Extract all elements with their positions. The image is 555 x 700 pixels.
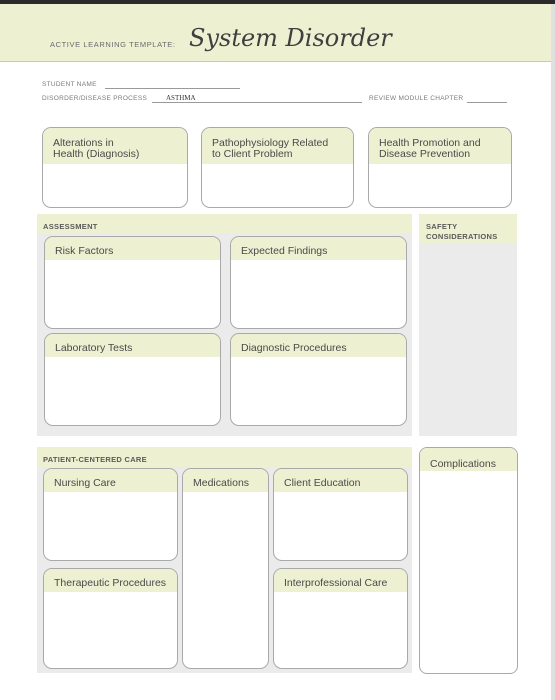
laboratory-tests-box[interactable]: [44, 333, 221, 426]
disorder-value: ASTHMA: [166, 94, 196, 102]
pathophysiology-title: [212, 138, 328, 160]
alterations-title: [53, 138, 139, 160]
safety-panel[interactable]: [419, 214, 517, 436]
student-name-field[interactable]: [105, 88, 240, 89]
risk-factors-box[interactable]: [44, 236, 221, 329]
health-promotion-line2: Disease Prevention: [379, 148, 471, 160]
therapeutic-procedures-box[interactable]: [43, 568, 178, 669]
chapter-field[interactable]: [467, 102, 507, 103]
safety-heading-line1: SAFETY: [426, 222, 458, 231]
interprofessional-care-title: Interprofessional Care: [284, 577, 388, 589]
page-title: System Disorder: [189, 24, 392, 52]
therapeutic-procedures-title: Therapeutic Procedures: [54, 577, 167, 589]
complications-box[interactable]: [419, 447, 518, 674]
template-label: ACTIVE LEARNING TEMPLATE:: [50, 40, 176, 49]
disorder-field[interactable]: [152, 102, 362, 103]
disorder-label: DISORDER/DISEASE PROCESS: [42, 95, 148, 102]
risk-factors-title: Risk Factors: [55, 245, 114, 257]
health-promotion-line1: Health Promotion and: [379, 137, 481, 149]
diagnostic-procedures-title: Diagnostic Procedures: [241, 342, 347, 354]
alterations-line1: Alterations in: [53, 137, 114, 149]
safety-heading-line2: CONSIDERATIONS: [426, 232, 498, 241]
alterations-line2: Health (Diagnosis): [53, 148, 140, 160]
nursing-care-title: Nursing Care: [54, 477, 116, 489]
interprofessional-care-box[interactable]: [273, 568, 408, 669]
pathophysiology-line2: to Client Problem: [212, 148, 293, 160]
laboratory-tests-title: Laboratory Tests: [55, 342, 133, 354]
expected-findings-title: Expected Findings: [241, 245, 328, 257]
safety-heading: [426, 222, 510, 242]
page-edge: [551, 4, 555, 700]
pathophysiology-box[interactable]: [201, 127, 354, 208]
alterations-box[interactable]: [42, 127, 188, 208]
chapter-label: REVIEW MODULE CHAPTER: [369, 95, 464, 102]
medications-title: Medications: [193, 477, 250, 489]
patient-care-heading: PATIENT-CENTERED CARE: [43, 455, 147, 464]
nursing-care-box[interactable]: [43, 468, 178, 561]
health-promotion-title: [379, 138, 481, 160]
client-education-title: Client Education: [284, 477, 361, 489]
medications-box[interactable]: [182, 468, 269, 669]
student-name-label: STUDENT NAME: [42, 81, 97, 88]
diagnostic-procedures-box[interactable]: [230, 333, 407, 426]
health-promotion-box[interactable]: [368, 127, 512, 208]
expected-findings-box[interactable]: [230, 236, 407, 329]
assessment-heading: ASSESSMENT: [43, 222, 98, 231]
complications-title: Complications: [430, 458, 496, 470]
client-education-box[interactable]: [273, 468, 408, 561]
pathophysiology-line1: Pathophysiology Related: [212, 137, 329, 149]
